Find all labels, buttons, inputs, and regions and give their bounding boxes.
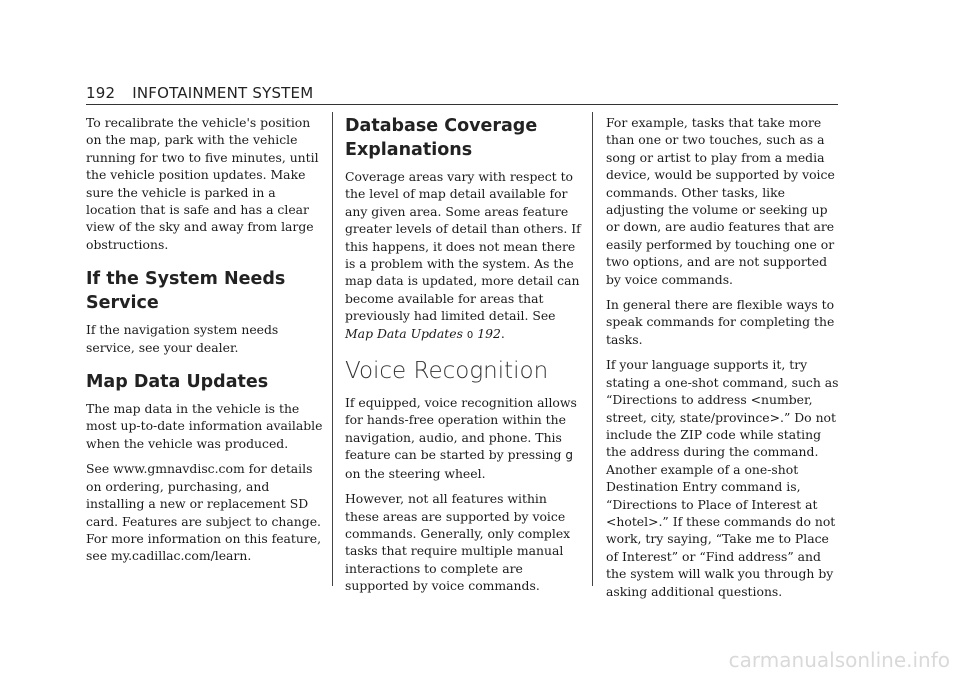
map-updates-paragraph-2: See www.gmnavdisc.com for details on ordering, purchasing, and installing a new or replacement SD card. Features are subject to change. For more information on this feature, see my.cadillac.com/learn.: [86, 461, 322, 564]
map-updates-paragraph-1: The map data in the vehicle is the most up-to-date information available when the vehicle was produced.: [86, 401, 323, 451]
database-coverage-heading: Database Coverage Explanations: [345, 116, 538, 160]
section-title: INFOTAINMENT SYSTEM: [132, 84, 314, 102]
database-coverage-paragraph: [345, 168, 583, 344]
voice-recognition-paragraph-2: However, not all features within these areas are supported by voice commands. Generally, only complex tasks that require multiple manual interactions to complete are supported by voice commands.: [345, 491, 571, 594]
column-2: [345, 114, 583, 603]
sentence-end: .: [500, 325, 505, 341]
page-header: [86, 84, 313, 102]
voice-recognition-heading: Voice Recognition: [345, 358, 549, 385]
page-reference-arrow-icon: 0: [466, 329, 474, 341]
database-coverage-text: Coverage areas vary with respect to the level of map detail available for any given area. Some areas feature greater levels of detail than others. If this happens, it does not mean there is a problem with the system. As the map data is updated, more detail can become available for areas that previously had limited detail. See: [345, 169, 581, 324]
column-divider-2: [592, 112, 593, 586]
voice-recognition-paragraph-1: [345, 394, 583, 482]
column-divider-1: [332, 112, 333, 586]
column-3: [606, 114, 844, 608]
watermark: carmanualsonline.info: [728, 648, 950, 672]
map-updates-heading: Map Data Updates: [86, 372, 269, 393]
header-rule: [86, 104, 838, 105]
example-tasks-paragraph: For example, tasks that take more than one or two touches, such as a song or artist to play from a media device, would be supported by voice commands. Other tasks, like adjusting the volume or seeking up or down, are audio features that are easily performed by touching one or two options, and are not supported by voice commands.: [606, 115, 835, 287]
recalibrate-paragraph: To recalibrate the vehicle's position on the map, park with the vehicle running for two to five minutes, until the vehicle position updates. Make sure the vehicle is parked in a location that is safe and has a clear view of the sky and away from large obstructions.: [86, 115, 319, 252]
one-shot-command-paragraph: If your language supports it, try stating a one-shot command, such as “Directions to address <number, street, city, state/province>.” Do not include the ZIP code while stating the address during the command. Another example of a one-shot Destination Entry command is, “Directions to Place of Interest at <hotel>.” If these commands do not work, try saying, “Take me to Place of Interest” or “Find address” and the system will walk you through by asking additional questions.: [606, 357, 839, 599]
page-number: 192: [86, 84, 116, 102]
voice-intro-end: on the steering wheel.: [345, 465, 486, 481]
reference-page-number: 192: [477, 325, 501, 341]
voice-intro-text: If equipped, voice recognition allows for hands-free operation within the navigation, audio, and phone. This feature can be started by pressing: [345, 395, 577, 463]
column-1: [86, 114, 324, 573]
voice-button-icon: g: [565, 448, 573, 463]
flexible-commands-paragraph: In general there are flexible ways to speak commands for completing the tasks.: [606, 297, 835, 347]
service-heading: If the System Needs Service: [86, 269, 286, 314]
service-paragraph: If the navigation system needs service, see your dealer.: [86, 322, 279, 355]
map-data-updates-link[interactable]: Map Data Updates: [345, 325, 463, 341]
